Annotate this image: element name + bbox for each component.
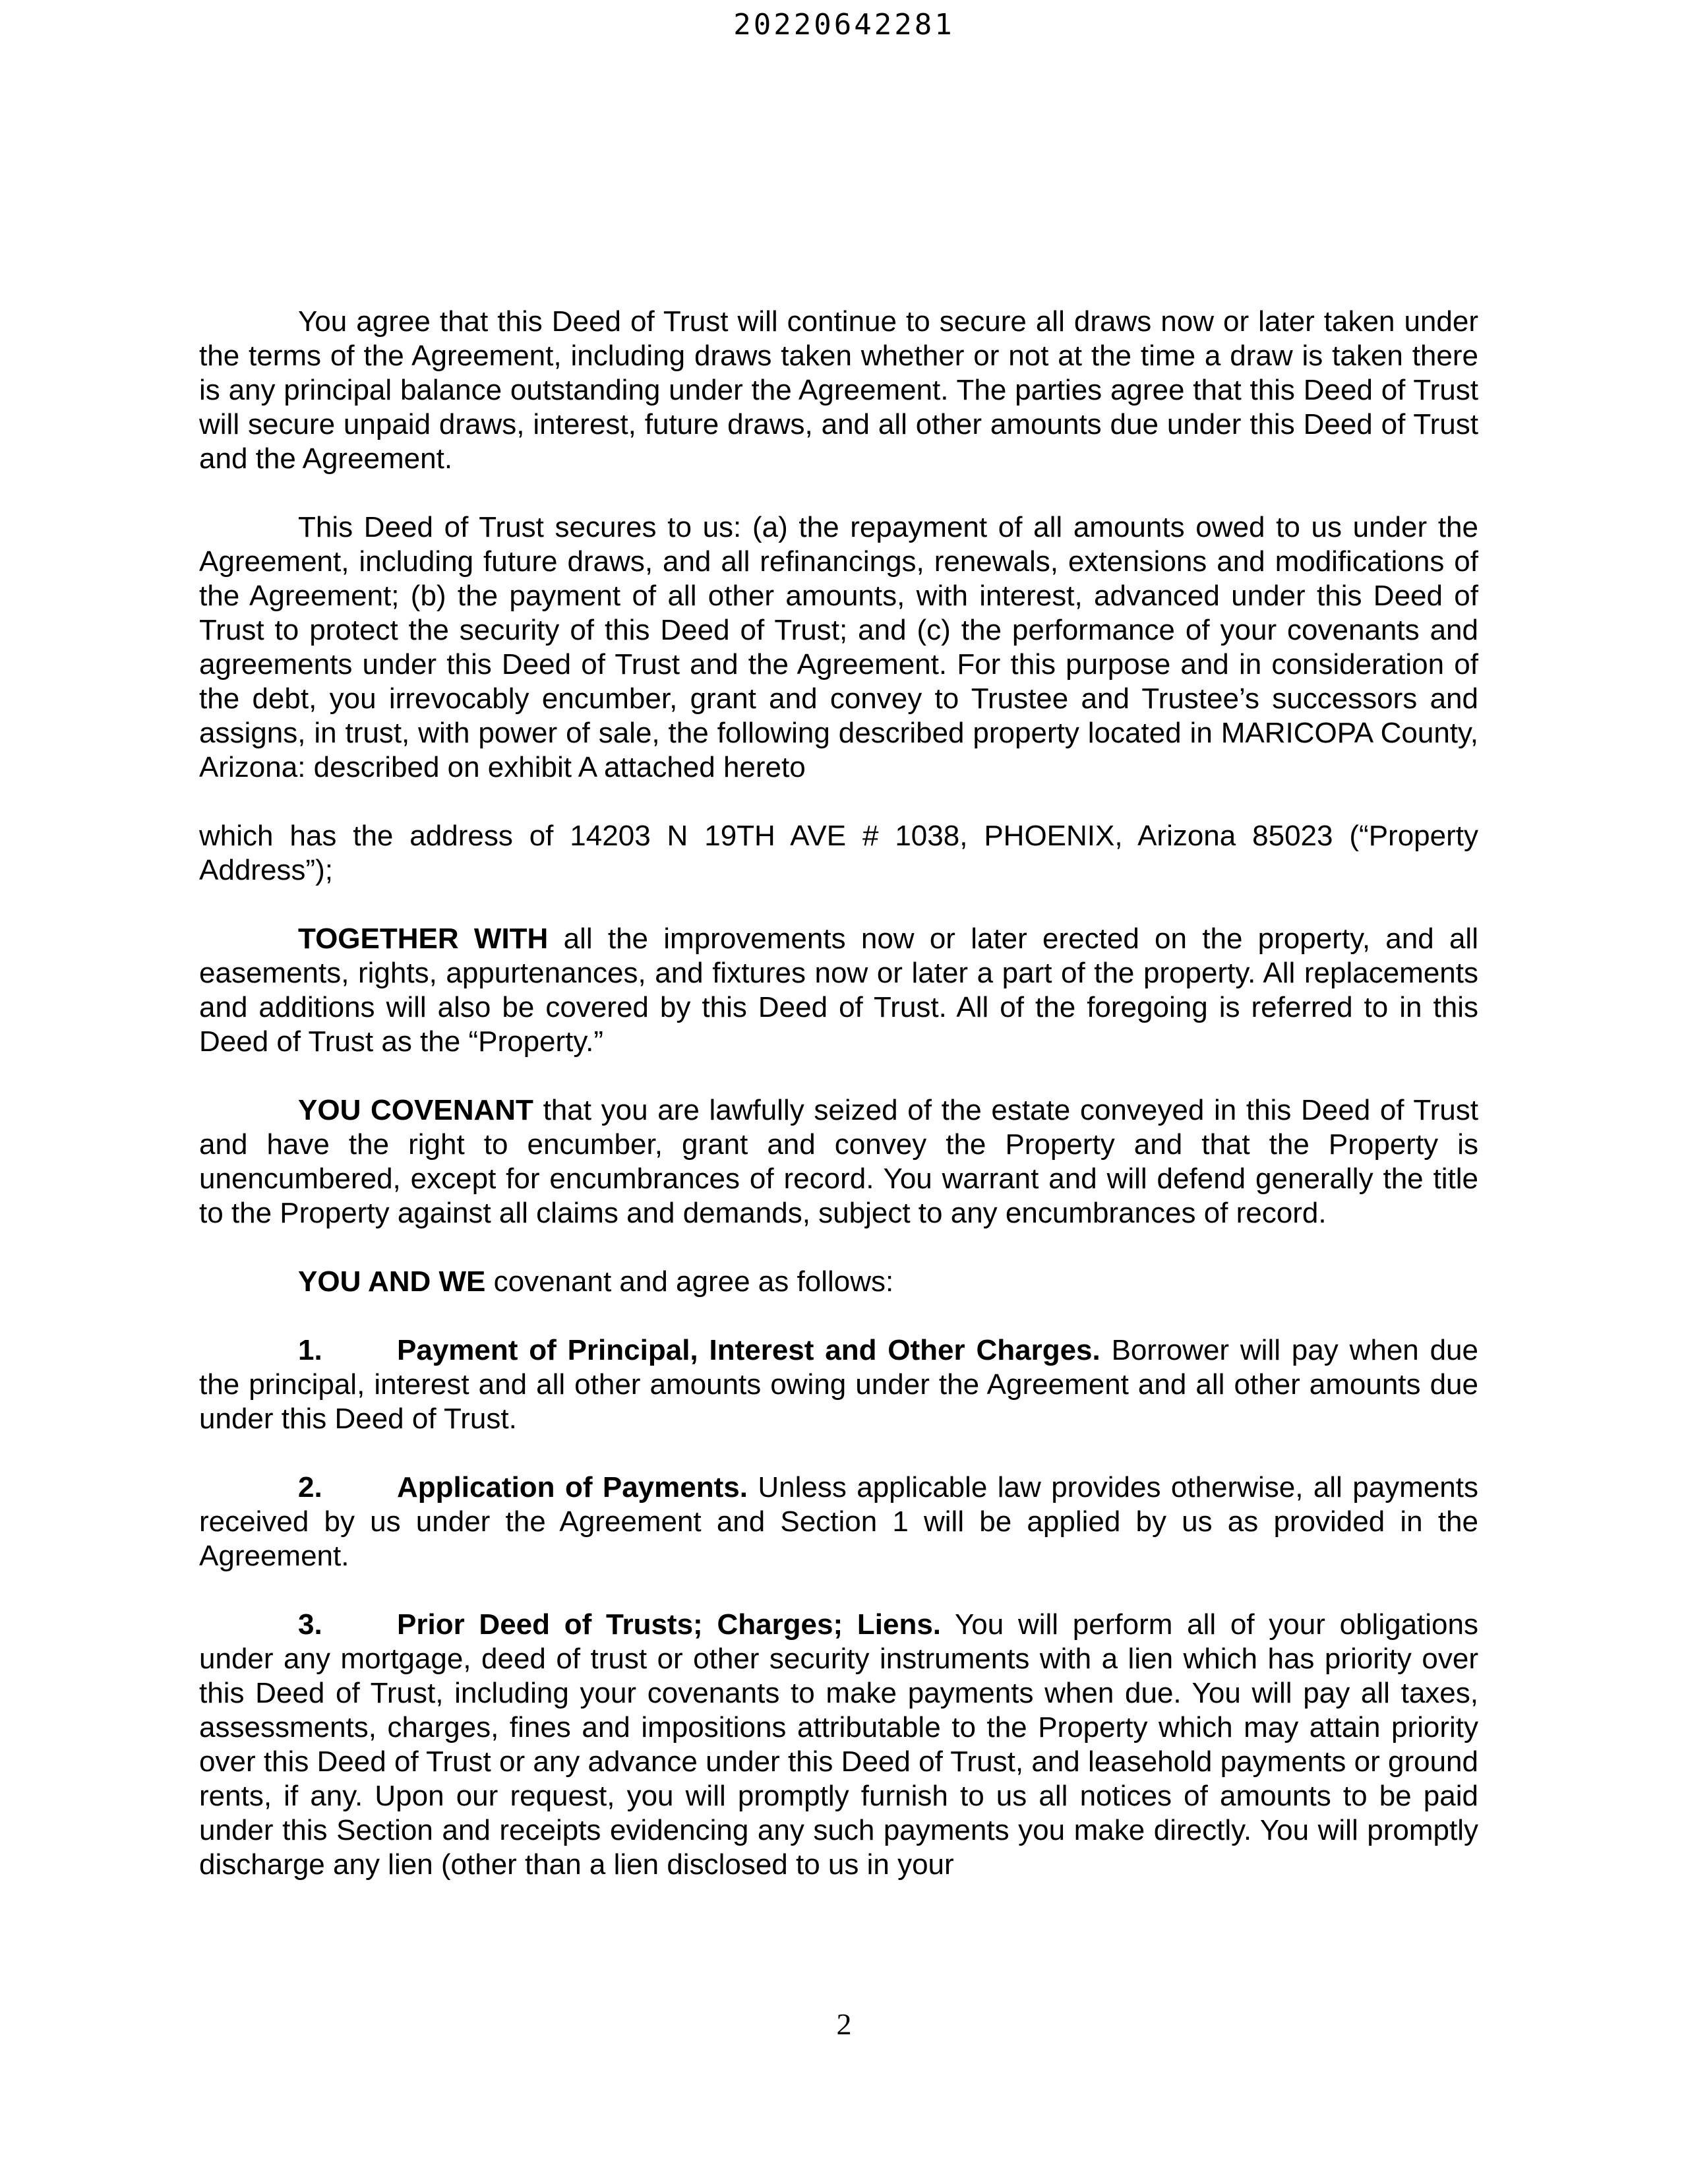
you-and-we-text: covenant and agree as follows: — [485, 1265, 894, 1298]
section-title: Prior Deed of Trusts; Charges; Liens. — [397, 1608, 942, 1641]
recording-number: 20220642281 — [733, 8, 955, 42]
paragraph-you-and-we — [199, 1265, 1478, 1299]
together-with-text: all the improvements now or later erected on the property, and all easements, rights, appurtenances, and fixtures now or later a part of the property. All replacements and additions will also be covered by this Deed of Trust. All of the foregoing is referred to in this Deed of Trust as the “Property.” — [199, 923, 1478, 1058]
paragraph-secured-obligations: This Deed of Trust secures to us: (a) the repayment of all amounts owed to us under the Agreement, including future draws, and all refinancings, renewals, extensions and modifications of the Agreement; (b) the payment of all other amounts, with interest, advanced under this Deed of Trust to protect the security of this Deed of Trust; and (c) the performance of your covenants and agreements under this Deed of Trust and the Agreement. For this purpose and in consideration of the debt, you irrevocably encumber, grant and convey to Trustee and Trustee’s successors and assigns, in trust, with power of sale, the following described property located in MARICOPA County, Arizona: described on exhibit A attached hereto — [199, 511, 1478, 783]
together-with-heading: TOGETHER WITH — [298, 923, 549, 955]
section-2-application — [199, 1471, 1478, 1573]
section-number: 2. — [298, 1471, 322, 1503]
you-and-we-heading: YOU AND WE — [298, 1265, 486, 1298]
section-text: You will perform all of your obligations under any mortgage, deed of trust or other security instruments with a lien which has priority over this Deed of Trust, including your covenants to make payments when due. You will pay all taxes, assessments, charges, fines and impositions attributable to the Property which may attain priority over this Deed of Trust or any advance under this Deed of Trust, and leasehold payments or ground rents, if any. Upon our request, you will promptly furnish to us all notices of amounts to be paid under this Section and receipts evidencing any such payments you make directly. You will promptly discharge any lien (other than a lien disclosed to us in your — [199, 1608, 1478, 1881]
section-title: Application of Payments. — [397, 1471, 748, 1503]
you-covenant-text: that you are lawfully seized of the estate conveyed in this Deed of Trust and have the right to encumber, grant and convey the Property and that the Property is unencumbered, except for encumbrances of record. You warrant and will defend generally the title to the Property against all claims and demands, subject to any encumbrances of record. — [199, 1094, 1478, 1229]
paragraph-continued-security: You agree that this Deed of Trust will continue to secure all draws now or later taken under the terms of the Agreement, including draws taken whether or not at the time a draw is taken there is any principal balance outstanding under the Agreement. The parties agree that this Deed of Trust will secure unpaid draws, interest, future draws, and all other amounts due under this Deed of Trust and the Agreement. — [199, 305, 1478, 475]
section-number: 1. — [298, 1334, 322, 1366]
paragraph-property-address: which has the address of 14203 N 19TH AVE # 1038, PHOENIX, Arizona 85023 (“Property Address”); — [199, 820, 1478, 886]
section-number: 3. — [298, 1608, 322, 1641]
section-text: Borrower will pay when due the principal, interest and all other amounts owing under the Agreement and all other amounts due under this Deed of Trust. — [199, 1334, 1478, 1435]
document-body — [199, 305, 1478, 1882]
page-number: 2 — [836, 2007, 852, 2041]
section-title: Payment of Principal, Interest and Other Charges. — [397, 1334, 1100, 1366]
you-covenant-heading: YOU COVENANT — [298, 1094, 533, 1126]
paragraph-together-with — [199, 922, 1478, 1059]
paragraph-you-covenant — [199, 1093, 1478, 1230]
section-text: Unless applicable law provides otherwise, all payments received by us under the Agreement and Section 1 will be applied by us as provided in the Agreement. — [199, 1471, 1478, 1572]
section-3-prior-liens — [199, 1608, 1478, 1882]
section-1-payment — [199, 1333, 1478, 1436]
